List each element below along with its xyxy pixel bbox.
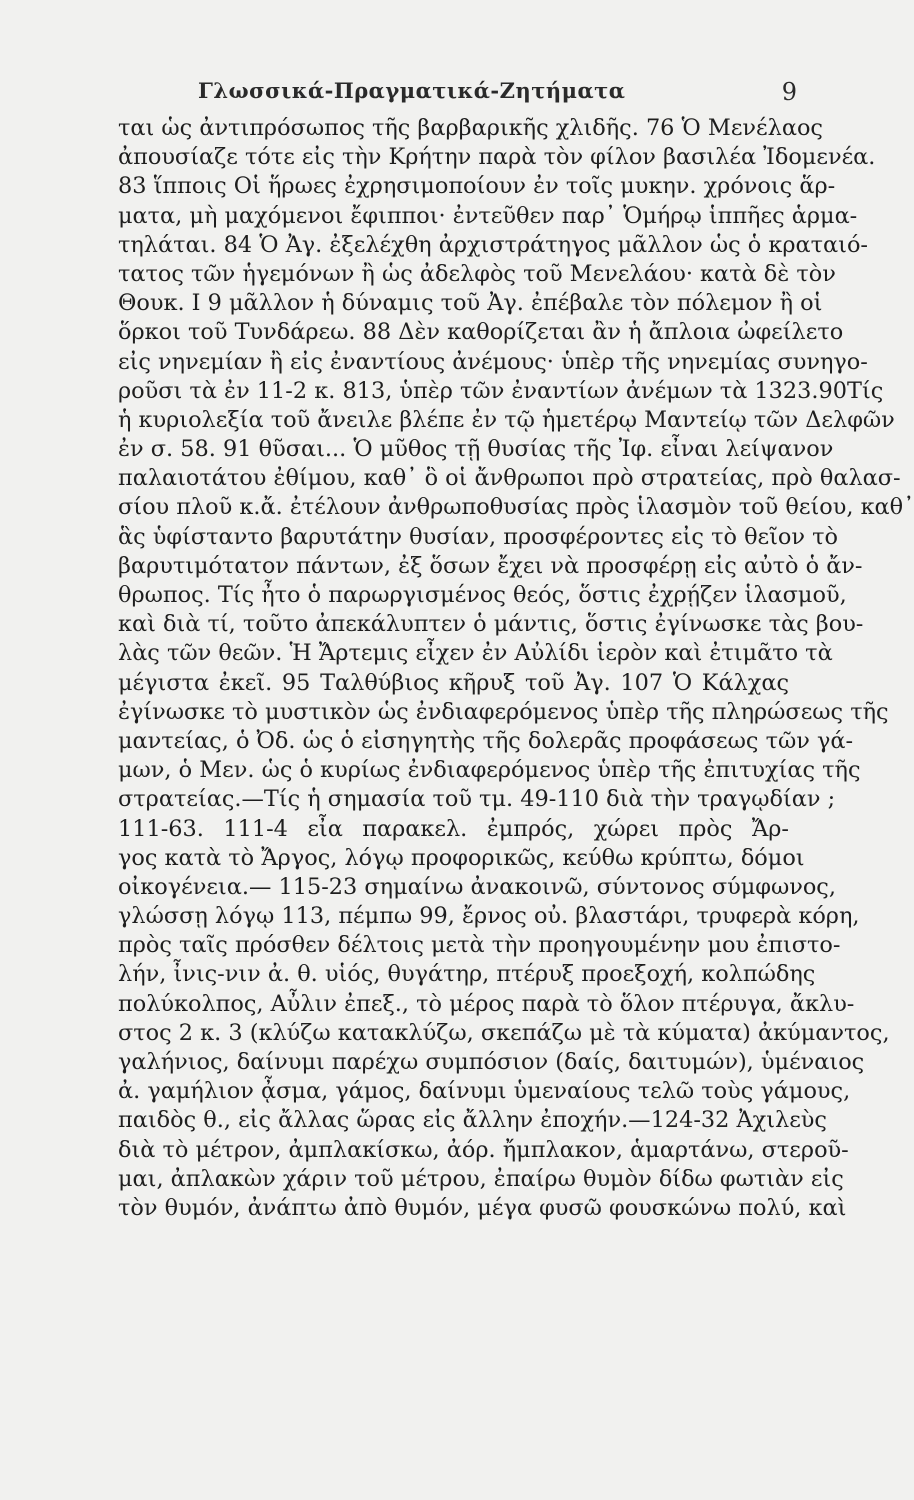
text-line: ροῦσι τὰ ἐν 11-2 κ. 813, ὑπὲρ τῶν ἐναντίων ἀνέμων τὰ 1323.90Τίς [118, 377, 884, 404]
text-line: ἀ. γαμήλιον ᾆσμα, γάμος, δαίνυμι ὑμεναίους τελῶ τοὺς γάμους, [118, 1078, 851, 1105]
text-line: Θουκ. Ι 9 μᾶλλον ἡ δύναμις τοῦ Ἀγ. ἐπέβαλε τὸν πόλεμον ἢ οἱ [118, 290, 823, 317]
text-line: λὰς τῶν θεῶν. Ἡ Ἄρτεμις εἶχεν ἐν Αὐλίδι ἱερὸν καὶ ἐτιμᾶτο τὰ [118, 640, 833, 667]
text-line: οἰκογένεια.— 115-23 σημαίνω ἀνακοινῶ, σύντονος σύμφωνος, [118, 873, 836, 900]
text-line: τὸν θυμόν, ἀνάπτω ἀπὸ θυμόν, μέγα φυσῶ φουσκώνω πολύ, καὶ [118, 1194, 847, 1221]
text-line: ἐν σ. 58. 91 θῦσαι... Ὁ μῦθος τῇ θυσίας τῆς Ἰφ. εἶναι λείψανον [118, 436, 834, 463]
text-line: 83 ἵπποις Οἱ ἥρωες ἐχρησιμοποίουν ἐν τοῖς μυκην. χρόνοις ἅρ- [118, 173, 836, 200]
text-line: στος 2 κ. 3 (κλύζω κατακλύζω, σκεπάζω μὲ τὰ κύματα) ἀκύμαντος, [118, 1019, 890, 1046]
text-line: διὰ τὸ μέτρον, ἀμπλακίσκω, ἀόρ. ἤμπλακον, ἁμαρτάνω, στεροῦ- [118, 1136, 849, 1163]
text-line: παιδὸς θ., εἰς ἄλλας ὥρας εἰς ἄλλην ἐποχήν.—124-32 Ἀχιλεὺς [118, 1107, 827, 1134]
text-line: ἃς ὑφίσταντο βαρυτάτην θυσίαν, προσφέροντες εἰς τὸ θεῖον τὸ [118, 523, 839, 550]
text-line: μαντείας, ὁ Ὀδ. ὡς ὁ εἰσηγητὴς τῆς δολερᾶς προφάσεως τῶν γά- [118, 727, 854, 754]
text-line: εἰς νηνεμίαν ἢ εἰς ἐναντίους ἀνέμους· ὑπὲρ τῆς νηνεμίας συνηγο- [118, 348, 868, 375]
text-line: παλαιοτάτου ἐθίμου, καθ᾽ ὃ οἱ ἄνθρωποι πρὸ στρατείας, πρὸ θαλασ- [118, 465, 901, 492]
text-line: γος κατὰ τὸ Ἄργος, λόγῳ προφορικῶς, κεύθω κρύπτω, δόμοι [118, 844, 805, 871]
text-line: μαι, ἀπλακὼν χάριν τοῦ μέτρου, ἐπαίρω θυμὸν δίδω φωτιὰν εἰς [118, 1165, 844, 1192]
text-line: πολύκολπος, Αὖλιν ἐπεξ., τὸ μέρος παρὰ τὸ ὅλον πτέρυγα, ἄκλυ- [118, 990, 855, 1017]
text-line: γαλήνιος, δαίνυμι παρέχω συμπόσιον (δαίς, δαιτυμών), ὑμέναιος [118, 1049, 865, 1075]
text-line: μων, ὁ Μεν. ὡς ὁ κυρίως ἐνδιαφερόμενος ὑπὲρ τῆς ἐπιτυχίας τῆς [118, 757, 861, 784]
text-line: ματα, μὴ μαχόμενοι ἔφιπποι· ἐντεῦθεν παρ᾽ Ὁμήρῳ ἱππῆες ἁρμα- [118, 202, 858, 229]
running-head [118, 70, 797, 110]
text-line: ται ὡς ἀντιπρόσωπος τῆς βαρβαρικῆς χλιδῆς. 76 Ὁ Μενέλαος [118, 115, 823, 141]
text-line: καὶ διὰ τί, τοῦτο ἀπεκάλυπτεν ὁ μάντις, ὅστις ἐγίνωσκε τὰς βου- [118, 611, 864, 638]
text-line: ἀπουσίαζε τότε εἰς τὴν Κρήτην παρὰ τὸν φίλον βασιλέα Ἰδομενέα. [118, 144, 876, 171]
text-line: λήν, ἶνις-νιν ἀ. θ. υἱός, θυγάτηρ, πτέρυξ προεξοχή, κολπώδης [118, 961, 816, 988]
text-line: ὅρκοι τοῦ Τυνδάρεω. 88 Δὲν καθορίζεται ἂν ἡ ἄπλοια ὠφείλετο [118, 319, 844, 346]
running-head-title: Γλωσσικά-Πραγματικά-Ζητήματα [198, 78, 626, 103]
text-line: σίου πλοῦ κ.ἄ. ἐτέλουν ἀνθρωποθυσίας πρὸς ἱλασμὸν τοῦ θείου, καθ᾽ [118, 494, 914, 521]
text-line: τηλάται. 84 Ὁ Ἀγ. ἐξελέχθη ἀρχιστράτηγος μᾶλλον ὡς ὁ κραταιό- [118, 231, 868, 258]
text-line: στρατείας.—Τίς ἡ σημασία τοῦ τμ. 49-110 διὰ τὴν τραγῳδίαν ; [118, 786, 836, 813]
page-number: 9 [781, 78, 797, 106]
text-line: θρωπος. Τίς ἦτο ὁ παρωργισμένος θεός, ὅστις ἐχρῄζεν ἱλασμοῦ, [118, 582, 847, 608]
text-line: πρὸς ταῖς πρόσθεν δέλτοις μετὰ τὴν προηγουμένην μου ἐπιστο- [118, 932, 841, 959]
text-line: 111-63. 111-4 εἶα παρακελ. ἐμπρός, χώρει πρὸς Ἄρ- [118, 815, 789, 842]
text-line: ἡ κυριολεξία τοῦ ἄνειλε βλέπε ἐν τῷ ἡμετέρῳ Μαντείῳ τῶν Δελφῶν [118, 406, 895, 433]
text-line: μέγιστα ἐκεῖ. 95 Ταλθύβιος κῆρυξ τοῦ Ἀγ. 107 Ὁ Κάλχας [118, 669, 789, 696]
text-line: ἐγίνωσκε τὸ μυστικὸν ὡς ἐνδιαφερόμενος ὑπὲρ τῆς πληρώσεως τῆς [118, 698, 889, 725]
body-text [118, 114, 914, 1223]
text-line: βαρυτιμότατον πάντων, ἐξ ὅσων ἔχει νὰ προσφέρῃ εἰς αὐτὸ ὁ ἄν- [118, 552, 863, 579]
text-line: τατος τῶν ἡγεμόνων ἢ ὡς ἀδελφὸς τοῦ Μενελάου· κατὰ δὲ τὸν [118, 260, 836, 287]
text-line: γλώσσῃ λόγῳ 113, πέμπω 99, ἔρνος οὐ. βλαστάρι, τρυφερὰ κόρη, [118, 903, 860, 930]
